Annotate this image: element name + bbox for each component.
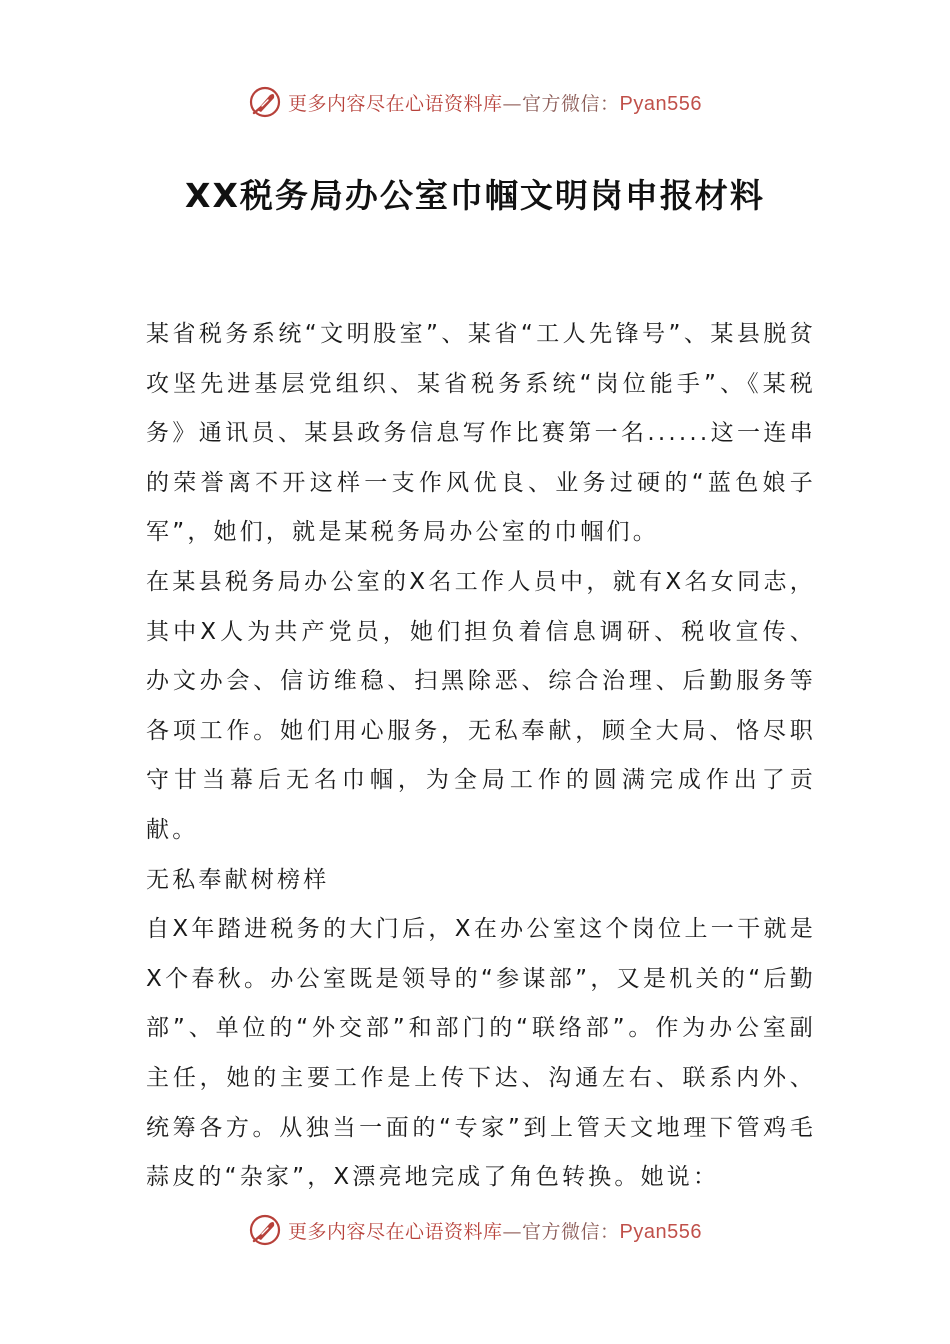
document-body xyxy=(146,310,816,1203)
header-banner-slogan: 更多内容尽在心语资料库 xyxy=(288,92,503,115)
header-banner-dash: — xyxy=(502,92,523,115)
section-heading: 无私奉献树榜样 xyxy=(146,866,330,893)
footer-banner-label: 官方微信： xyxy=(522,1220,620,1243)
quill-pen-logo-icon xyxy=(248,85,282,119)
document-title: XX税务局办公室巾帼文明岗申报材料 xyxy=(185,176,765,215)
footer-banner-text xyxy=(288,1217,702,1244)
header-banner-account: Pyan556 xyxy=(619,92,702,115)
footer-banner-dash: — xyxy=(502,1220,523,1243)
footer-banner-account: Pyan556 xyxy=(619,1220,702,1243)
paragraph: 在某县税务局办公室的X名工作人员中，就有X名女同志，其中X人为共产党员，她们担负着信息调研、税收宣传、办文办会、信访维稳、扫黑除恶、综合治理、后勤服务等各项工作。她们用心服务，无私奉献，顾全大局、恪尽职守甘当幕后无名巾帼，为全局工作的圆满完成作出了贡献。 xyxy=(146,568,816,843)
footer-banner-content xyxy=(248,1213,702,1247)
header-banner xyxy=(0,80,950,124)
paragraph: 某省税务系统“文明股室”、某省“工人先锋号”、某县脱贫攻坚先进基层党组织、某省税务系统“岗位能手”、《某税务》通讯员、某县政务信息写作比赛第一名......这一连串的荣誉离不开这样一支作风优良、业务过硬的“蓝色娘子军”，她们，就是某税务局办公室的巾帼们。 xyxy=(146,321,816,546)
header-banner-text xyxy=(288,89,702,116)
header-banner-label: 官方微信： xyxy=(522,92,620,115)
quill-pen-logo-icon xyxy=(248,1213,282,1247)
paragraph: 自X年踏进税务的大门后，X在办公室这个岗位上一干就是X个春秋。办公室既是领导的“参谋部”，又是机关的“后勤部”、单位的“外交部”和部门的“联络部”。作为办公室副主任，她的主要工作是上传下达、沟通左右、联系内外、统筹各方。从独当一面的“专家”到上管天文地理下管鸡毛蒜皮的“杂家”，X漂亮地完成了角色转换。她说： xyxy=(146,916,816,1191)
footer-banner xyxy=(0,1208,950,1252)
footer-banner-slogan: 更多内容尽在心语资料库 xyxy=(288,1220,503,1243)
header-banner-content xyxy=(248,85,702,119)
